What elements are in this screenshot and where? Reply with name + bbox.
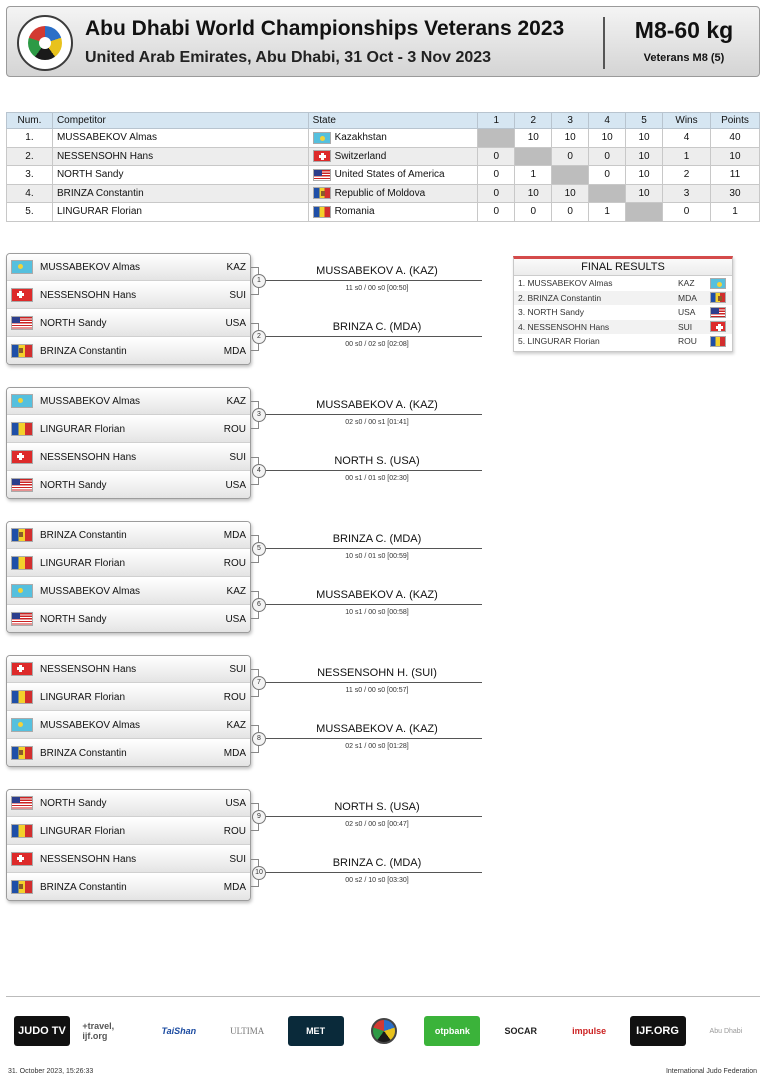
- event-subtitle: United Arab Emirates, Abu Dhabi, 31 Oct - 3 Nov 2023: [85, 49, 492, 66]
- competitor-row: [7, 338, 250, 365]
- state-name: Switzerland: [334, 150, 387, 162]
- competitor-row: [7, 310, 250, 337]
- kazakhstan-flag-icon: [11, 394, 33, 408]
- pool-block-3: [6, 521, 251, 633]
- points-cell: 1: [710, 203, 759, 222]
- competitor-row: [7, 606, 250, 633]
- switzerland-flag-icon: [313, 150, 331, 162]
- table-row: [7, 147, 760, 166]
- score-cell: 0: [589, 147, 626, 166]
- match-score: 02 s1 / 00 s0 [01:28]: [345, 743, 409, 750]
- nation-code: SUI: [229, 289, 246, 301]
- score-cell: 10: [552, 184, 589, 203]
- final-results-title: FINAL RESULTS: [514, 259, 732, 276]
- score-cell: [515, 147, 552, 166]
- competitor-row: [7, 684, 250, 711]
- competitor-name: BRINZA Constantin: [40, 345, 127, 357]
- winner-line: [266, 548, 482, 549]
- match-score: 00 s0 / 02 s0 [02:08]: [345, 341, 409, 348]
- moldova-flag-icon: [11, 528, 33, 542]
- winner-line: [266, 872, 482, 873]
- match-score: 00 s2 / 10 s0 [03:30]: [345, 877, 409, 884]
- competitor-name: NESSENSOHN Hans: [40, 451, 137, 463]
- nation-code: MDA: [678, 292, 697, 303]
- final-rank-name: 4. NESSENSOHN Hans: [518, 321, 610, 332]
- col-3: 3: [552, 113, 589, 129]
- pool-results-table: [6, 112, 760, 222]
- nation-code: ROU: [223, 691, 246, 703]
- score-cell: 10: [626, 184, 663, 203]
- competitor-row: [7, 578, 250, 605]
- competitor-name: BRINZA Constantin: [40, 529, 127, 541]
- col-wins: Wins: [663, 113, 711, 129]
- score-cell: 0: [478, 184, 515, 203]
- romania-flag-icon: [11, 690, 33, 704]
- weight-category: M8-60 kg: [634, 17, 734, 43]
- match-winner: BRINZA C. (MDA): [332, 321, 422, 333]
- row-num: 4.: [7, 184, 53, 203]
- otpbank-logo[interactable]: otpbank: [424, 1016, 480, 1046]
- match-number: 2: [252, 330, 266, 344]
- wins-cell: 0: [663, 203, 711, 222]
- row-num: 1.: [7, 129, 53, 148]
- competitor-row: [7, 712, 250, 739]
- final-result-row: [514, 291, 732, 306]
- score-cell: 1: [589, 203, 626, 222]
- col-2: 2: [515, 113, 552, 129]
- usa-flag-icon: [11, 478, 33, 492]
- row-num: 3.: [7, 166, 53, 185]
- match-winner: MUSSABEKOV A. (KAZ): [316, 399, 438, 411]
- match-winner: NESSENSOHN H. (SUI): [317, 667, 437, 679]
- pool-block-5: [6, 789, 251, 901]
- match-score: 11 s0 / 00 s0 [00:57]: [345, 687, 409, 694]
- nation-code: USA: [225, 479, 246, 491]
- match-number: 3: [252, 408, 266, 422]
- score-cell: 10: [515, 129, 552, 148]
- taishan-logo[interactable]: TaiShan: [151, 1016, 207, 1046]
- ultima-logo[interactable]: ULTIMA: [219, 1016, 275, 1046]
- match-score: 02 s0 / 00 s1 [01:41]: [345, 419, 409, 426]
- nation-code: ROU: [223, 825, 246, 837]
- competitor-row: [7, 846, 250, 873]
- socar-logo[interactable]: SOCAR: [493, 1016, 549, 1046]
- usa-flag-icon: [313, 169, 331, 181]
- score-cell: [626, 203, 663, 222]
- competitor-row: [7, 254, 250, 281]
- col-competitor: Competitor: [52, 113, 308, 129]
- competitor-name: NESSENSOHN Hans: [40, 289, 137, 301]
- usa-flag-icon: [11, 612, 33, 626]
- moldova-flag-icon: [313, 187, 331, 199]
- usa-flag-icon: [11, 796, 33, 810]
- event-title: Abu Dhabi World Championships Veterans 2023: [85, 17, 565, 40]
- state-cell: [308, 184, 478, 203]
- state-cell: [308, 129, 478, 148]
- nation-code: KAZ: [226, 395, 246, 407]
- score-cell: 10: [626, 129, 663, 148]
- score-cell: 0: [478, 166, 515, 185]
- match-winner: BRINZA C. (MDA): [332, 533, 422, 545]
- usa-flag-icon: [710, 307, 726, 318]
- ijf-seal-logo[interactable]: [356, 1016, 412, 1046]
- score-cell: 10: [552, 129, 589, 148]
- winner-line: [266, 280, 482, 281]
- sponsor-strip: [14, 1014, 754, 1048]
- nation-code: USA: [225, 797, 246, 809]
- competitor-name: NESSENSOHN Hans: [40, 663, 137, 675]
- row-num: 2.: [7, 147, 53, 166]
- wins-cell: 2: [663, 166, 711, 185]
- table-row: [7, 166, 760, 185]
- points-cell: 11: [710, 166, 759, 185]
- nation-code: SUI: [229, 853, 246, 865]
- ijf-org-logo[interactable]: IJF.ORG: [630, 1016, 686, 1046]
- match-winner: MUSSABEKOV A. (KAZ): [316, 723, 438, 735]
- winner-line: [266, 682, 482, 683]
- footer-divider: [6, 996, 760, 997]
- wins-cell: 4: [663, 129, 711, 148]
- winner-line: [266, 816, 482, 817]
- competitor-name: MUSSABEKOV Almas: [40, 261, 141, 273]
- met-logo[interactable]: MET: [288, 1016, 344, 1046]
- competitor-name: NORTH Sandy: [40, 479, 107, 491]
- score-cell: 10: [589, 129, 626, 148]
- score-cell: [478, 129, 515, 148]
- state-name: Republic of Moldova: [334, 187, 426, 199]
- state-cell: [308, 147, 478, 166]
- competitor-name: NORTH Sandy: [52, 166, 308, 185]
- final-rank-name: 3. NORTH Sandy: [518, 307, 584, 318]
- state-name: Kazakhstan: [334, 132, 387, 144]
- competitor-name: MUSSABEKOV Almas: [40, 585, 141, 597]
- nation-code: SUI: [229, 663, 246, 675]
- row-num: 5.: [7, 203, 53, 222]
- winner-line: [266, 604, 482, 605]
- match-number: 10: [252, 866, 266, 880]
- score-cell: 0: [478, 147, 515, 166]
- winner-line: [266, 336, 482, 337]
- romania-flag-icon: [11, 556, 33, 570]
- nation-code: USA: [225, 613, 246, 625]
- romania-flag-icon: [11, 422, 33, 436]
- match-number: 1: [252, 274, 266, 288]
- competitor-name: NORTH Sandy: [40, 797, 107, 809]
- nation-code: MDA: [223, 345, 246, 357]
- competitor-name: LINGURAR Florian: [40, 691, 126, 703]
- winner-line: [266, 414, 482, 415]
- col-5: 5: [626, 113, 663, 129]
- kazakhstan-flag-icon: [11, 718, 33, 732]
- nation-code: SUI: [229, 451, 246, 463]
- match-number: 9: [252, 810, 266, 824]
- ijf-seal-icon: [371, 1018, 397, 1044]
- switzerland-flag-icon: [11, 450, 33, 464]
- final-result-row: [514, 305, 732, 320]
- abu-dhabi-logo[interactable]: Abu Dhabi: [698, 1016, 754, 1046]
- header-divider: [603, 17, 605, 69]
- col-state: State: [308, 113, 478, 129]
- table-header-row: [7, 113, 760, 129]
- state-cell: [308, 203, 478, 222]
- wins-cell: 1: [663, 147, 711, 166]
- nation-code: KAZ: [226, 585, 246, 597]
- match-number: 5: [252, 542, 266, 556]
- nation-code: USA: [678, 307, 696, 318]
- pool-block-4: [6, 655, 251, 767]
- competitor-row: [7, 874, 250, 901]
- state-name: Romania: [334, 206, 375, 218]
- table-row: [7, 129, 760, 148]
- competitor-row: [7, 388, 250, 415]
- match-score: 10 s0 / 01 s0 [00:59]: [345, 553, 409, 560]
- final-rank-name: 1. MUSSABEKOV Almas: [518, 278, 613, 289]
- judotv-logo[interactable]: JUDO TV: [14, 1016, 70, 1046]
- nation-code: ROU: [223, 423, 246, 435]
- match-number: 7: [252, 676, 266, 690]
- match-number: 8: [252, 732, 266, 746]
- travel-logo[interactable]: +travel, ijf.org: [82, 1016, 138, 1046]
- competitor-row: [7, 416, 250, 443]
- col-1: 1: [478, 113, 515, 129]
- switzerland-flag-icon: [11, 662, 33, 676]
- competitor-name: NESSENSOHN Hans: [52, 147, 308, 166]
- competitor-row: [7, 472, 250, 499]
- nation-code: MDA: [223, 747, 246, 759]
- match-winner: NORTH S. (USA): [334, 455, 420, 467]
- final-result-row: [514, 276, 732, 291]
- moldova-flag-icon: [710, 292, 726, 303]
- winner-line: [266, 470, 482, 471]
- table-row: [7, 184, 760, 203]
- table-row: [7, 203, 760, 222]
- competitor-name: NORTH Sandy: [40, 613, 107, 625]
- competitor-row: [7, 790, 250, 817]
- kazakhstan-flag-icon: [11, 584, 33, 598]
- page-header: [6, 6, 760, 77]
- kazakhstan-flag-icon: [11, 260, 33, 274]
- kazakhstan-flag-icon: [710, 278, 726, 289]
- final-rank-name: 5. LINGURAR Florian: [518, 336, 600, 347]
- category-subtitle: Veterans M8 (5): [643, 52, 725, 64]
- competitor-row: [7, 550, 250, 577]
- match-score: 11 s0 / 00 s0 [00:50]: [345, 285, 409, 292]
- nation-code: MDA: [223, 529, 246, 541]
- moldova-flag-icon: [11, 880, 33, 894]
- match-score: 02 s0 / 00 s0 [00:47]: [345, 821, 409, 828]
- score-cell: 0: [478, 203, 515, 222]
- competitor-name: BRINZA Constantin: [40, 747, 127, 759]
- match-number: 6: [252, 598, 266, 612]
- competitor-row: [7, 740, 250, 767]
- wins-cell: 3: [663, 184, 711, 203]
- nation-code: KAZ: [226, 719, 246, 731]
- match-winner: MUSSABEKOV A. (KAZ): [316, 589, 438, 601]
- match-winner: NORTH S. (USA): [334, 801, 420, 813]
- points-cell: 30: [710, 184, 759, 203]
- score-cell: 0: [552, 203, 589, 222]
- nation-code: ROU: [223, 557, 246, 569]
- nation-code: USA: [225, 317, 246, 329]
- match-winner: MUSSABEKOV A. (KAZ): [316, 265, 438, 277]
- final-results-panel: [513, 256, 733, 352]
- col-4: 4: [589, 113, 626, 129]
- pool-block-1: [6, 253, 251, 365]
- competitor-name: LINGURAR Florian: [40, 557, 126, 569]
- ijf-logo: [17, 15, 73, 71]
- competitor-name: LINGURAR Florian: [40, 825, 126, 837]
- points-cell: 10: [710, 147, 759, 166]
- pool-block-2: [6, 387, 251, 499]
- col-points: Points: [710, 113, 759, 129]
- score-cell: 10: [515, 184, 552, 203]
- points-cell: 40: [710, 129, 759, 148]
- moldova-flag-icon: [11, 344, 33, 358]
- state-name: United States of America: [334, 169, 445, 181]
- nation-code: SUI: [678, 321, 693, 332]
- competitor-name: MUSSABEKOV Almas: [40, 395, 141, 407]
- score-cell: 0: [552, 147, 589, 166]
- romania-flag-icon: [710, 336, 726, 347]
- impulse-logo[interactable]: impulse: [561, 1016, 617, 1046]
- score-cell: 10: [626, 166, 663, 185]
- competitor-row: [7, 282, 250, 309]
- competitor-name: MUSSABEKOV Almas: [52, 129, 308, 148]
- score-cell: 0: [589, 166, 626, 185]
- competitor-row: [7, 818, 250, 845]
- score-cell: [552, 166, 589, 185]
- competitor-row: [7, 656, 250, 683]
- competitor-name: BRINZA Constantin: [40, 881, 127, 893]
- final-result-row: [514, 320, 732, 335]
- switzerland-flag-icon: [11, 852, 33, 866]
- state-cell: [308, 166, 478, 185]
- kazakhstan-flag-icon: [313, 132, 331, 144]
- col-num: Num.: [7, 113, 53, 129]
- score-cell: 0: [515, 203, 552, 222]
- nation-code: KAZ: [678, 278, 695, 289]
- final-rank-name: 2. BRINZA Constantin: [518, 292, 602, 303]
- competitor-name: BRINZA Constantin: [52, 184, 308, 203]
- competitor-name: LINGURAR Florian: [52, 203, 308, 222]
- competitor-name: LINGURAR Florian: [40, 423, 126, 435]
- switzerland-flag-icon: [11, 288, 33, 302]
- score-cell: 10: [626, 147, 663, 166]
- score-cell: [589, 184, 626, 203]
- competitor-row: [7, 444, 250, 471]
- usa-flag-icon: [11, 316, 33, 330]
- nation-code: ROU: [678, 336, 697, 347]
- match-number: 4: [252, 464, 266, 478]
- match-score: 00 s1 / 01 s0 [02:30]: [345, 475, 409, 482]
- winner-line: [266, 738, 482, 739]
- switzerland-flag-icon: [710, 321, 726, 332]
- romania-flag-icon: [313, 206, 331, 218]
- nation-code: KAZ: [226, 261, 246, 273]
- competitor-name: NORTH Sandy: [40, 317, 107, 329]
- competitor-name: MUSSABEKOV Almas: [40, 719, 141, 731]
- competitor-row: [7, 522, 250, 549]
- footer-organization: International Judo Federation: [665, 1068, 757, 1075]
- score-cell: 1: [515, 166, 552, 185]
- competitor-name: NESSENSOHN Hans: [40, 853, 137, 865]
- match-winner: BRINZA C. (MDA): [332, 857, 422, 869]
- final-result-row: [514, 334, 732, 349]
- match-score: 10 s1 / 00 s0 [00:58]: [345, 609, 409, 616]
- moldova-flag-icon: [11, 746, 33, 760]
- nation-code: MDA: [223, 881, 246, 893]
- romania-flag-icon: [11, 824, 33, 838]
- print-timestamp: 31. October 2023, 15:26:33: [8, 1068, 94, 1075]
